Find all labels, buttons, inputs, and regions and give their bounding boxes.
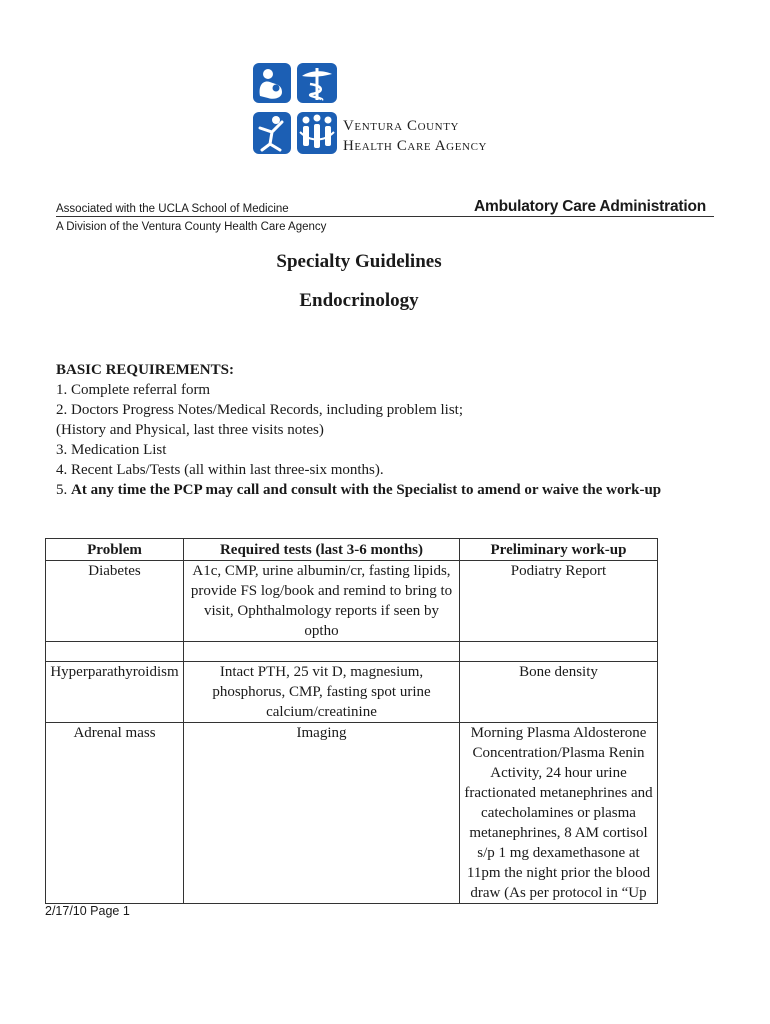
agency-name-line2: Health Care Agency — [343, 138, 488, 154]
guidelines-table — [45, 538, 658, 904]
column-header: Preliminary work-up — [460, 539, 658, 561]
column-header: Problem — [46, 539, 184, 561]
table-cell: Adrenal mass — [46, 723, 184, 904]
page-title: Specialty Guidelines — [276, 251, 442, 272]
table-cell: Diabetes — [46, 561, 184, 642]
requirement-item: 4. Recent Labs/Tests (all within last three-six months). — [56, 462, 384, 478]
affiliation-text: Associated with the UCLA School of Medicine — [56, 203, 289, 215]
table-cell: Bone density — [460, 662, 658, 723]
division-text: A Division of the Ventura County Health Care Agency — [56, 221, 327, 233]
table-cell: A1c, CMP, urine albumin/cr, fasting lipids, provide FS log/book and remind to bring to visit, Ophthalmology reports if seen by optho — [184, 561, 460, 642]
requirement-item: 2. Doctors Progress Notes/Medical Records, including problem list; — [56, 402, 464, 418]
requirement-item — [56, 480, 661, 500]
table-cell — [46, 642, 184, 662]
table-cell: Morning Plasma Aldosterone Concentration/Plasma Renin Activity, 24 hour urine fractionated metanephrines and catecholamines or plasma metanephrines, 8 AM cortisol s/p 1 mg dexamethasone at 11pm the night prior the blood draw (As per protocol in “Up — [460, 723, 658, 904]
requirements-heading: BASIC REQUIREMENTS: — [56, 362, 234, 378]
basic-requirements — [56, 360, 661, 500]
requirement-number: 5. — [56, 482, 71, 498]
page-footer: 2/17/10 Page 1 — [45, 904, 130, 918]
department-name: Ambulatory Care Administration — [474, 198, 706, 215]
agency-name-line1: Ventura County — [343, 118, 460, 134]
agency-logo-icon — [252, 62, 338, 156]
table-cell: Hyperparathyroidism — [46, 662, 184, 723]
page-subtitle: Endocrinology — [299, 290, 419, 311]
table-cell: Intact PTH, 25 vit D, magnesium, phosphorus, CMP, fasting spot urine calcium/creatinine — [184, 662, 460, 723]
table-row — [46, 561, 658, 642]
table-row — [46, 723, 658, 904]
table-header-row — [46, 539, 658, 561]
table-row — [46, 662, 658, 723]
table-cell — [184, 642, 460, 662]
table-cell: Imaging — [184, 723, 460, 904]
table-cell: Podiatry Report — [460, 561, 658, 642]
requirement-note: At any time the PCP may call and consult with the Specialist to amend or waive the work-up — [71, 482, 662, 498]
table-row — [46, 642, 658, 662]
requirement-item: 3. Medication List — [56, 442, 167, 458]
table-cell — [460, 642, 658, 662]
header-rule — [56, 216, 714, 217]
column-header: Required tests (last 3-6 months) — [184, 539, 460, 561]
requirement-item: (History and Physical, last three visits notes) — [56, 422, 324, 438]
requirement-item: 1. Complete referral form — [56, 382, 211, 398]
agency-name — [343, 116, 487, 156]
